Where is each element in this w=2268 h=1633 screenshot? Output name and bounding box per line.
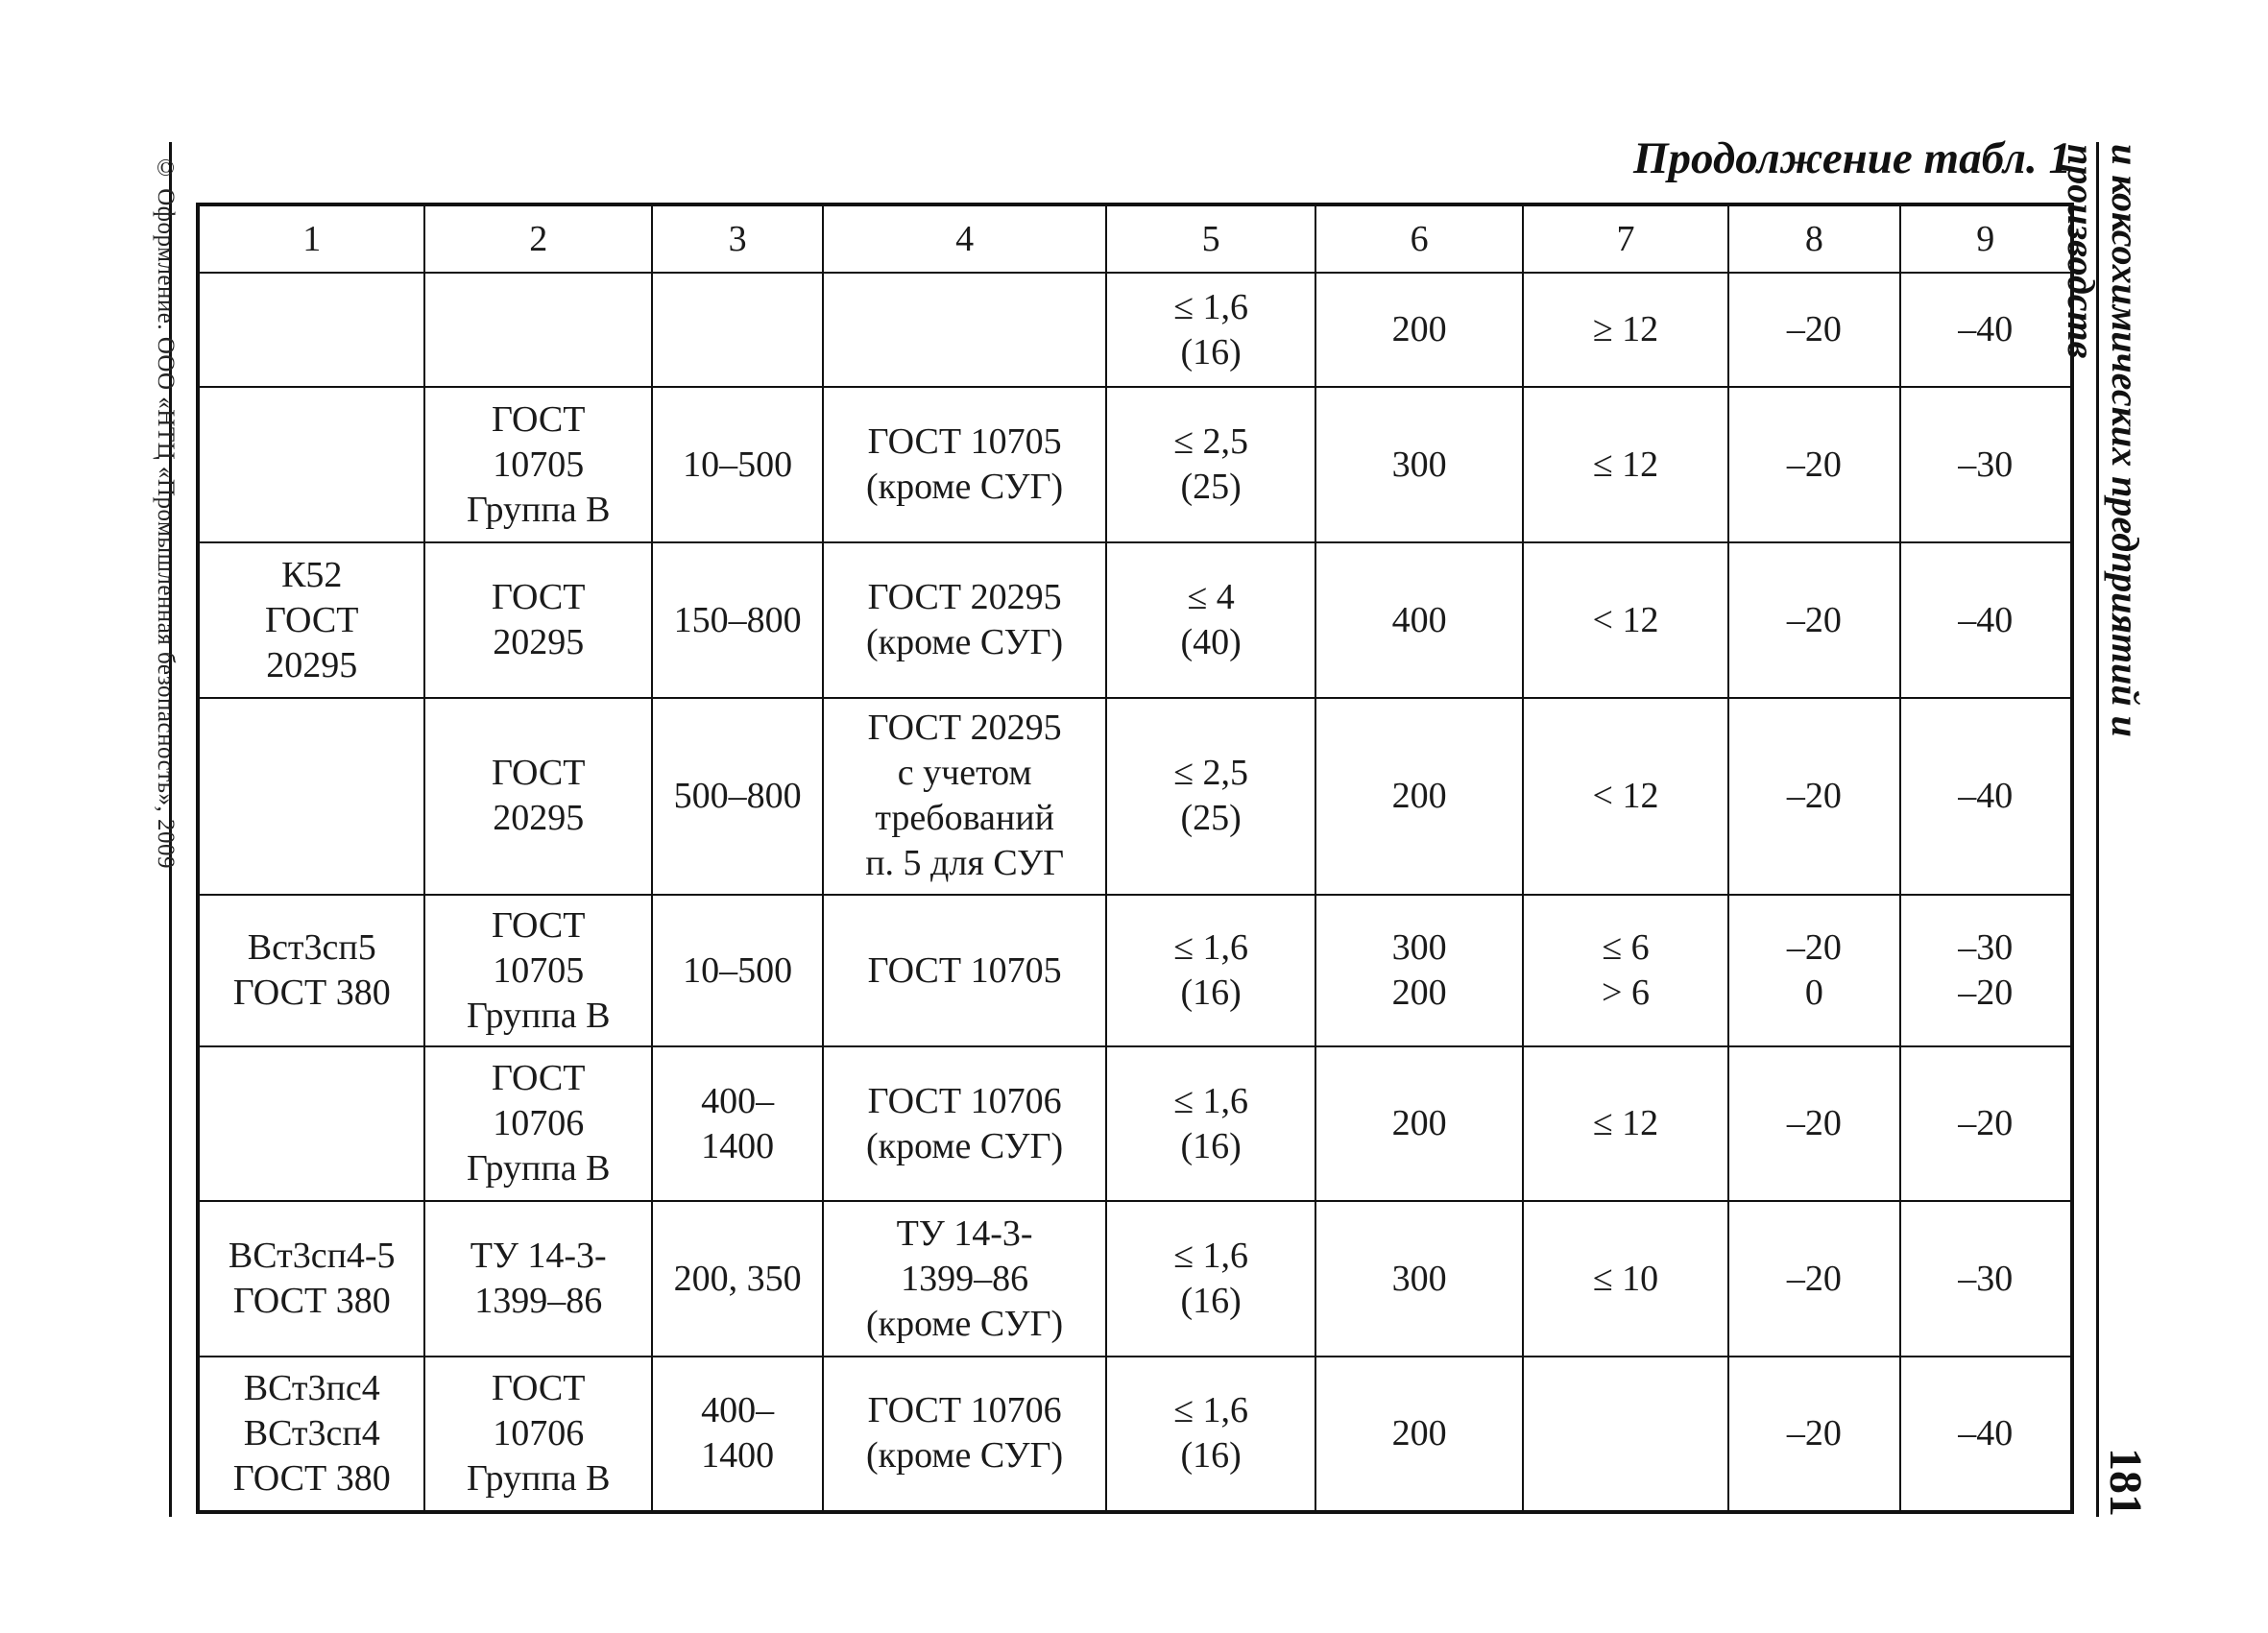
table-cell-col-2: ГОСТ 20295 — [424, 542, 651, 697]
column-header: 3 — [652, 204, 823, 273]
table-cell-col-8: –20 — [1728, 1357, 1899, 1512]
table-cell-col-3: 500–800 — [652, 698, 823, 895]
table-cell-col-4: ГОСТ 10705 (кроме СУГ) — [823, 387, 1106, 542]
table-cell-col-6: 300 200 — [1315, 895, 1522, 1046]
table-cell-col-3: 10–500 — [652, 387, 823, 542]
table-cell-col-3: 400– 1400 — [652, 1357, 823, 1512]
table-cell-col-1: К52 ГОСТ 20295 — [198, 542, 424, 697]
table-cell-col-7 — [1523, 1357, 1728, 1512]
table-cell-col-1: ВСт3пс4 ВСт3сп4 ГОСТ 380 — [198, 1357, 424, 1512]
table-cell-col-7: ≤ 6 > 6 — [1523, 895, 1728, 1046]
table-cell-col-2 — [424, 273, 651, 387]
table-row — [198, 1046, 2072, 1201]
table-cell-col-8: –20 — [1728, 542, 1899, 697]
table-continuation-label: Продолжение табл. 1 — [1632, 133, 2071, 183]
column-header: 9 — [1900, 204, 2072, 273]
table-cell-col-4: ТУ 14-3- 1399–86 (кроме СУГ) — [823, 1201, 1106, 1356]
table-cell-col-7: ≤ 12 — [1523, 1046, 1728, 1201]
column-header: 2 — [424, 204, 651, 273]
table-cell-col-6: 300 — [1315, 387, 1522, 542]
table-row — [198, 1357, 2072, 1512]
table-cell-col-2: ГОСТ 10705 Группа В — [424, 387, 651, 542]
table-cell-col-6: 200 — [1315, 273, 1522, 387]
page-number: 181 — [2100, 1448, 2151, 1517]
table-cell-col-5: ≤ 1,6 (16) — [1106, 1046, 1315, 1201]
table-cell-col-3: 10–500 — [652, 895, 823, 1046]
table-cell-col-3 — [652, 273, 823, 387]
table-cell-col-9: –30 — [1900, 387, 2072, 542]
table-row — [198, 387, 2072, 542]
copyright-caption: © Оформление. ООО «НТЦ «Промышленная безопасность», 2009 — [153, 156, 179, 870]
table-cell-col-7: ≥ 12 — [1523, 273, 1728, 387]
column-header: 5 — [1106, 204, 1315, 273]
table-cell-col-1 — [198, 698, 424, 895]
table-cell-col-9: –20 — [1900, 1046, 2072, 1201]
table-cell-col-4: ГОСТ 20295 (кроме СУГ) — [823, 542, 1106, 697]
table-cell-col-8: –20 — [1728, 1046, 1899, 1201]
table-cell-col-5: ≤ 1,6 (16) — [1106, 273, 1315, 387]
table-header-row — [198, 204, 2072, 273]
table-cell-col-3: 400– 1400 — [652, 1046, 823, 1201]
table-row — [198, 273, 2072, 387]
table-cell-col-4 — [823, 273, 1106, 387]
table-cell-col-5: ≤ 1,6 (16) — [1106, 1201, 1315, 1356]
table-cell-col-6: 200 — [1315, 1046, 1522, 1201]
table-cell-col-6: 300 — [1315, 1201, 1522, 1356]
table-cell-col-5: ≤ 1,6 (16) — [1106, 895, 1315, 1046]
table-cell-col-6: 200 — [1315, 1357, 1522, 1512]
table-row — [198, 698, 2072, 895]
column-header: 6 — [1315, 204, 1522, 273]
table-cell-col-1: ВСт3сп4-5 ГОСТ 380 — [198, 1201, 424, 1356]
table-cell-col-9: –30 –20 — [1900, 895, 2072, 1046]
table-cell-col-3: 200, 350 — [652, 1201, 823, 1356]
table-cell-col-1 — [198, 273, 424, 387]
table-cell-col-8: –20 — [1728, 1201, 1899, 1356]
table-cell-col-9: –40 — [1900, 542, 2072, 697]
running-header: и коксохимических предприятий и производств — [2060, 144, 2147, 737]
table-cell-col-7: < 12 — [1523, 698, 1728, 895]
table-cell-col-7: < 12 — [1523, 542, 1728, 697]
table-cell-col-7: ≤ 10 — [1523, 1201, 1728, 1356]
table-cell-col-4: ГОСТ 20295 с учетом требований п. 5 для СУГ — [823, 698, 1106, 895]
table-cell-col-5: ≤ 2,5 (25) — [1106, 387, 1315, 542]
column-header: 7 — [1523, 204, 1728, 273]
column-header: 8 — [1728, 204, 1899, 273]
table-cell-col-4: ГОСТ 10705 — [823, 895, 1106, 1046]
table-cell-col-9: –40 — [1900, 273, 2072, 387]
table-cell-col-4: ГОСТ 10706 (кроме СУГ) — [823, 1046, 1106, 1201]
table-cell-col-2: ГОСТ 20295 — [424, 698, 651, 895]
table-cell-col-7: ≤ 12 — [1523, 387, 1728, 542]
table-cell-col-9: –30 — [1900, 1201, 2072, 1356]
table-cell-col-9: –40 — [1900, 698, 2072, 895]
table-cell-col-8: –20 0 — [1728, 895, 1899, 1046]
table-cell-col-9: –40 — [1900, 1357, 2072, 1512]
table-cell-col-6: 200 — [1315, 698, 1522, 895]
table-cell-col-5: ≤ 2,5 (25) — [1106, 698, 1315, 895]
table-cell-col-2: ГОСТ 10705 Группа В — [424, 895, 651, 1046]
table-cell-col-1 — [198, 1046, 424, 1201]
table-cell-col-8: –20 — [1728, 273, 1899, 387]
table-cell-col-1: Вст3сп5 ГОСТ 380 — [198, 895, 424, 1046]
table-cell-col-2: ТУ 14-3- 1399–86 — [424, 1201, 651, 1356]
steel-pipes-table — [196, 203, 2074, 1514]
table-row — [198, 895, 2072, 1046]
table-cell-col-8: –20 — [1728, 698, 1899, 895]
table-cell-col-2: ГОСТ 10706 Группа В — [424, 1357, 651, 1512]
table-row — [198, 1201, 2072, 1356]
table-cell-col-2: ГОСТ 10706 Группа В — [424, 1046, 651, 1201]
table-cell-col-6: 400 — [1315, 542, 1522, 697]
table-cell-col-8: –20 — [1728, 387, 1899, 542]
table-row — [198, 542, 2072, 697]
table-cell-col-4: ГОСТ 10706 (кроме СУГ) — [823, 1357, 1106, 1512]
table-cell-col-3: 150–800 — [652, 542, 823, 697]
column-header: 4 — [823, 204, 1106, 273]
table-cell-col-5: ≤ 1,6 (16) — [1106, 1357, 1315, 1512]
column-header: 1 — [198, 204, 424, 273]
table-cell-col-5: ≤ 4 (40) — [1106, 542, 1315, 697]
table-cell-col-1 — [198, 387, 424, 542]
